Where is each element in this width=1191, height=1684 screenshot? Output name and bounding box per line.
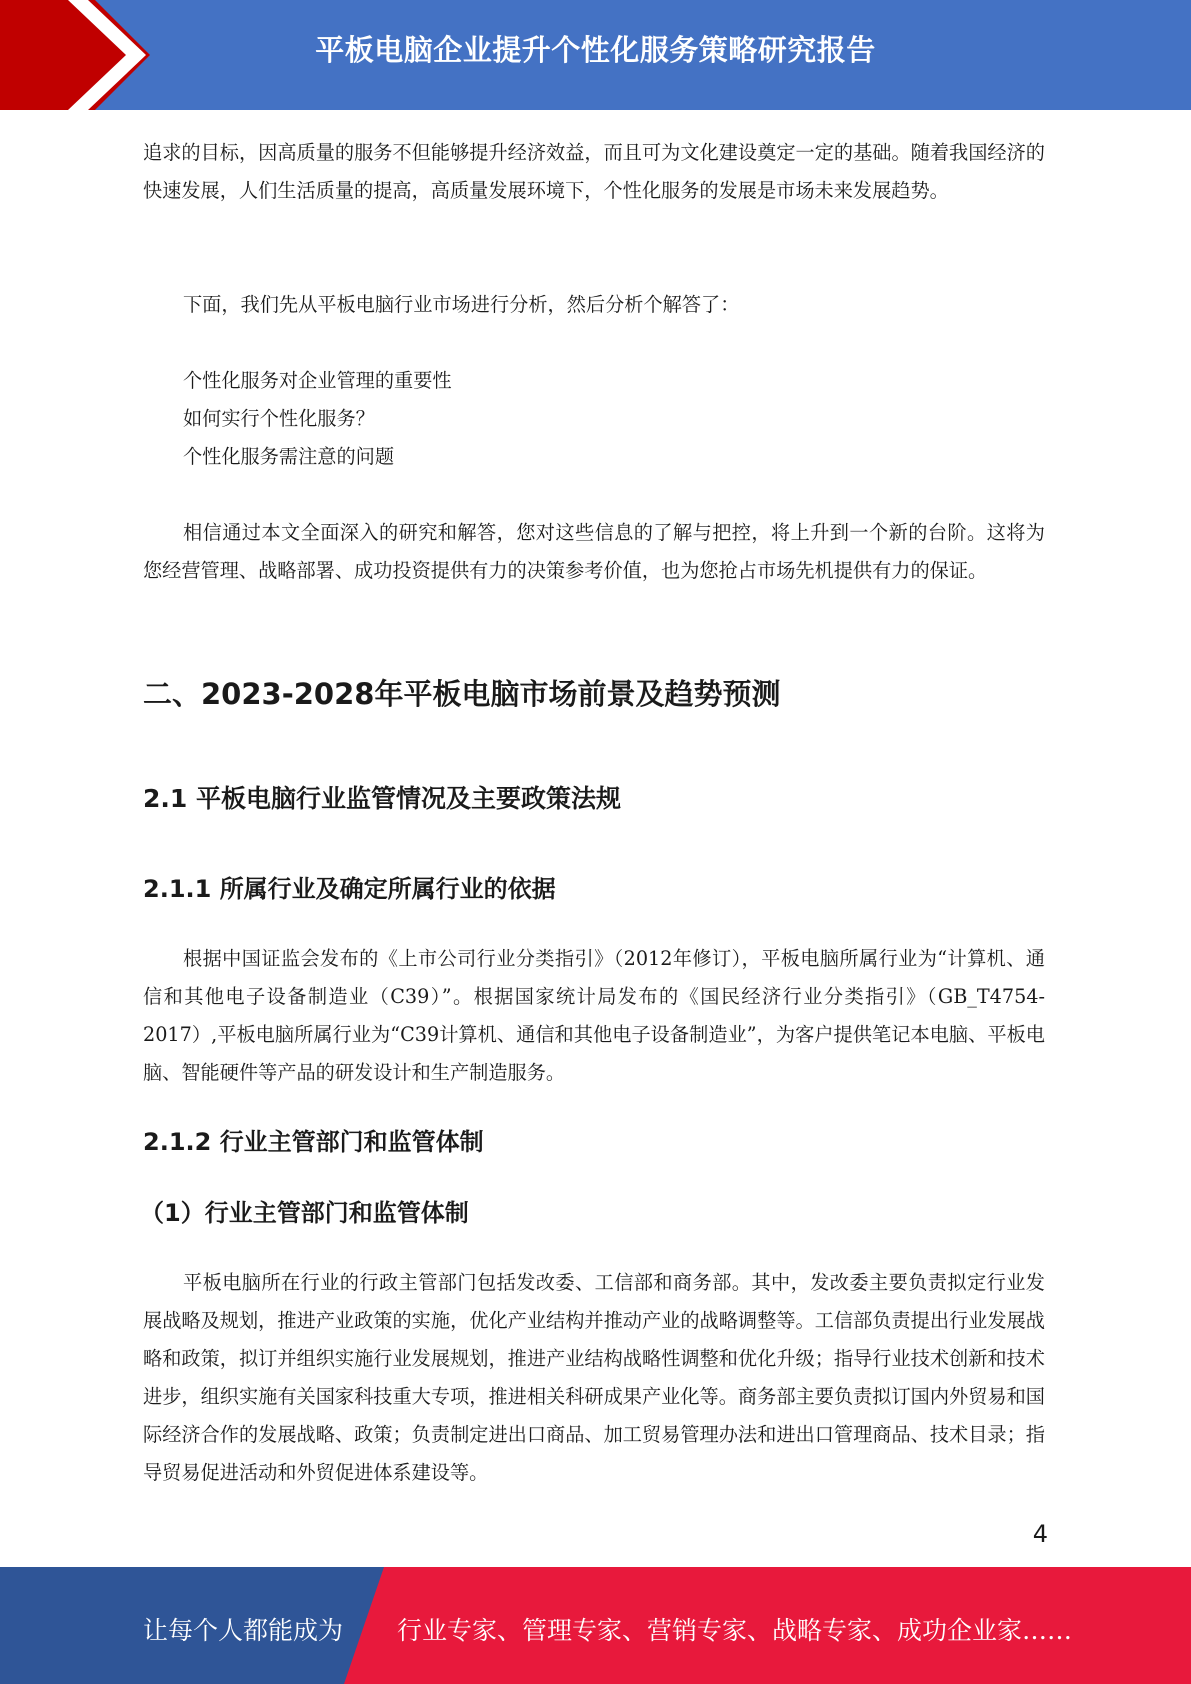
- list-item: 个性化服务对企业管理的重要性: [183, 369, 452, 392]
- header-bar: [0, 0, 1191, 110]
- section-heading: 二、2023-2028年平板电脑市场前景及趋势预测: [143, 677, 781, 711]
- numbered-subheading: （1）行业主管部门和监管体制: [140, 1199, 469, 1227]
- list-item: 如何实行个性化服务？: [183, 407, 375, 430]
- header-arrow-decoration: [0, 0, 260, 110]
- footer-slogan-left: 让每个人都能成为: [143, 1616, 344, 1645]
- subsubsection-heading: 2.1.1 所属行业及确定所属行业的依据: [143, 875, 556, 903]
- footer-bar: [0, 1567, 1191, 1684]
- paragraph-intro-continued: 追求的目标，因高质量的服务不但能够提升经济效益，而且可为文化建设奠定一定的基础。随着我国经济的快速发展，人们生活质量的提高，高质量发展环境下，个性化服务的发展是市场未来发展趋势。: [143, 141, 1045, 202]
- paragraph-regulators: 平板电脑所在行业的行政主管部门包括发改委、工信部和商务部。其中，发改委主要负责拟定行业发展战略及规划，推进产业政策的实施，优化产业结构并推动产业的战略调整等。工信部负责提出行业发展战略和政策，拟订并组织实施行业发展规划，推进产业结构战略性调整和优化升级；指导行业技术创新和技术进步，组织实施有关国家科技重大专项，推进相关科研成果产业化等。商务部主要负责拟订国内外贸易和国际经济合作的发展战略、政策；负责制定进出口商品、加工贸易管理办法和进出口管理商品、技术目录；指导贸易促进活动和外贸促进体系建设等。: [143, 1271, 1045, 1484]
- subsection-heading: 2.1 平板电脑行业监管情况及主要政策法规: [143, 784, 621, 813]
- page-number: 4: [1032, 1520, 1048, 1548]
- document-title: 平板电脑企业提升个性化服务策略研究报告: [315, 33, 876, 67]
- paragraph-conclusion: 相信通过本文全面深入的研究和解答，您对这些信息的了解与把控，将上升到一个新的台阶。这将为您经营管理、战略部署、成功投资提供有力的决策参考价值，也为您抢占市场先机提供有力的保证。: [143, 521, 1045, 582]
- list-item: 个性化服务需注意的问题: [183, 445, 395, 468]
- subsubsection-heading: 2.1.2 行业主管部门和监管体制: [143, 1128, 484, 1156]
- paragraph-overview: 下面，我们先从平板电脑行业市场进行分析，然后分析个解答了：: [183, 293, 740, 316]
- footer-slogan-right: 行业专家、管理专家、营销专家、战略专家、成功企业家……: [397, 1616, 1073, 1645]
- paragraph-industry-classification: 根据中国证监会发布的《上市公司行业分类指引》（2012年修订），平板电脑所属行业为“计算机、通信和其他电子设备制造业（C39）”。根据国家统计局发布的《国民经济行业分类指引》（GB_T4754-2017）,平板电脑所属行业为“C39计算机、通信和其他电子设备制造业”，为客户提供笔记本电脑、平板电脑、智能硬件等产品的研发设计和生产制造服务。: [143, 947, 1045, 1084]
